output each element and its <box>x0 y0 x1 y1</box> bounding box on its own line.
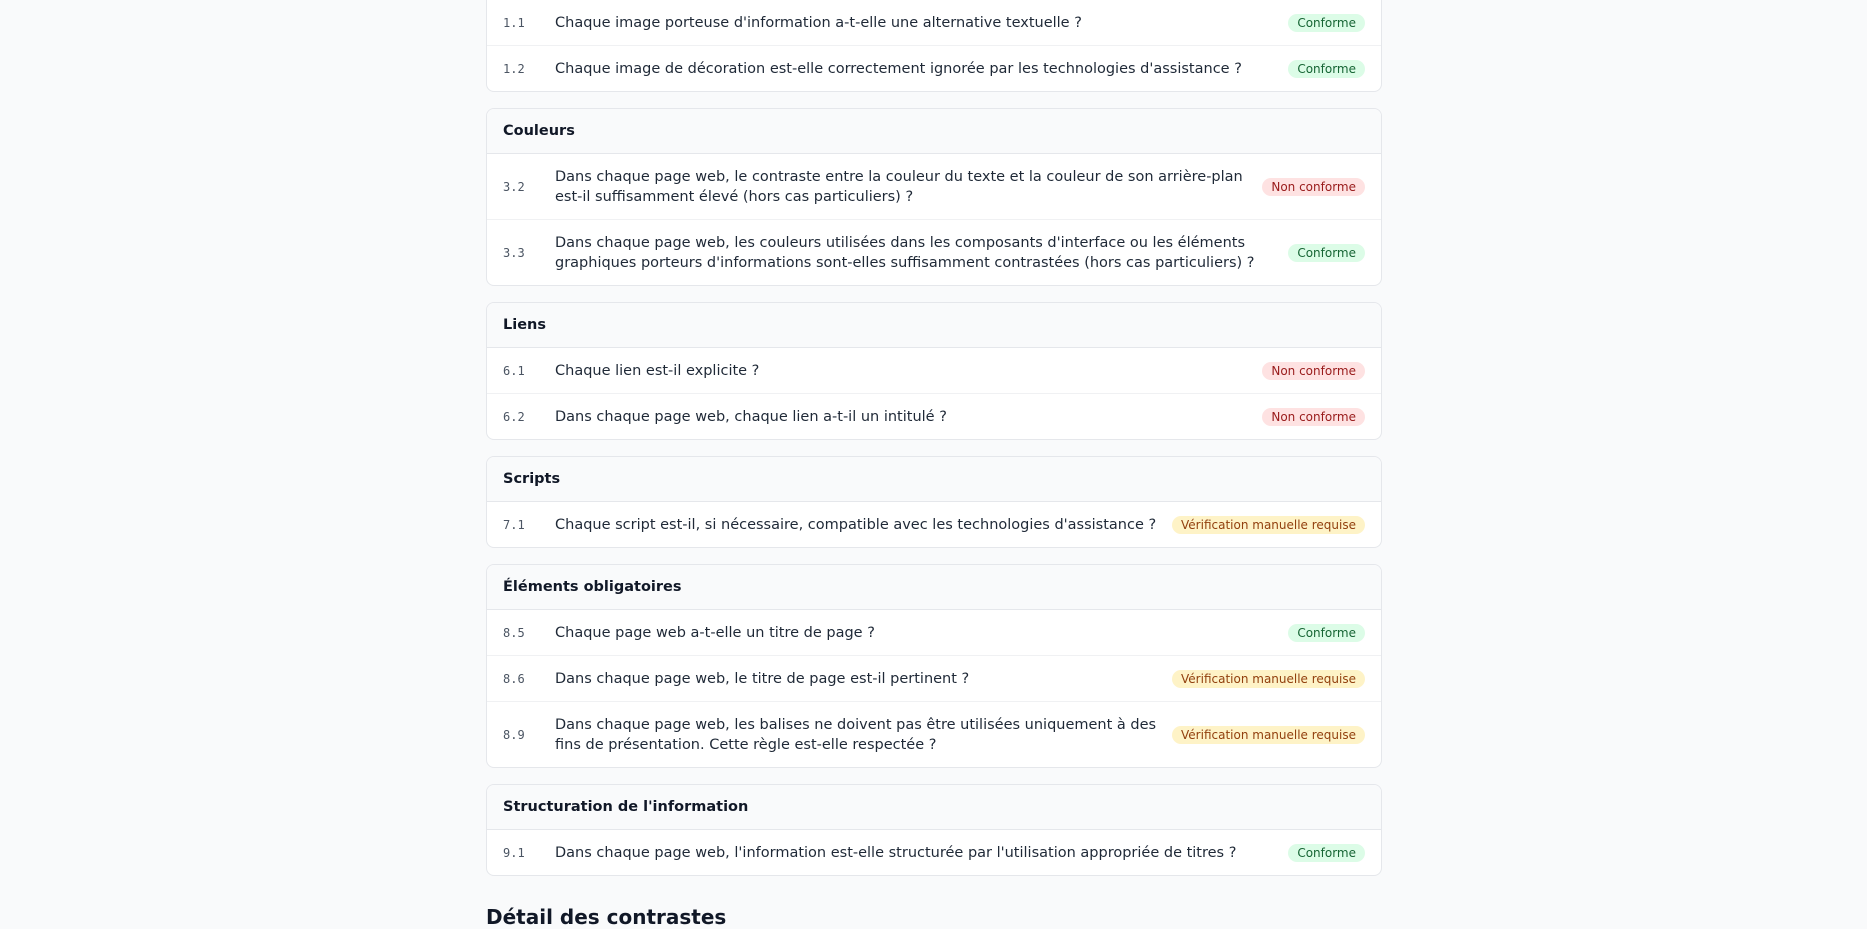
criteria-section <box>486 564 1382 768</box>
criterion-number: 7.1 <box>503 517 525 532</box>
criterion-row <box>487 348 1381 394</box>
criteria-section <box>486 108 1382 286</box>
criteria-list <box>486 0 1382 892</box>
criterion-number: 8.6 <box>503 671 525 686</box>
criterion-text: Chaque image porteuse d'information a-t-elle une alternative textuelle ? <box>555 14 1082 31</box>
criterion-number: 8.9 <box>503 727 525 742</box>
criterion-text: Dans chaque page web, l'information est-elle structurée par l'utilisation appropriée de titres ? <box>555 844 1237 861</box>
criterion-number: 3.2 <box>503 179 525 194</box>
criteria-section <box>486 302 1382 440</box>
status-badge: Conforme <box>1288 624 1365 642</box>
status-badge: Vérification manuelle requise <box>1172 670 1365 688</box>
criterion-text: Chaque script est-il, si nécessaire, compatible avec les technologies d'assistance ? <box>555 516 1157 533</box>
criterion-row <box>487 656 1381 702</box>
criterion-text: Chaque image de décoration est-elle correctement ignorée par les technologies d'assistance ? <box>555 60 1242 77</box>
criteria-section <box>486 456 1382 548</box>
contrast-details-title: Détail des contrastes <box>486 905 727 929</box>
criterion-number: 8.5 <box>503 625 525 640</box>
criterion-number: 6.1 <box>503 363 525 378</box>
criterion-row <box>487 220 1381 285</box>
criterion-text: Chaque page web a-t-elle un titre de page ? <box>555 624 875 641</box>
criterion-number: 6.2 <box>503 409 525 424</box>
section-header: Liens <box>487 303 1381 348</box>
status-badge: Conforme <box>1288 244 1365 262</box>
section-header: Couleurs <box>487 109 1381 154</box>
criterion-text: Dans chaque page web, les balises ne doivent pas être utilisées uniquement à des fins de présentation. Cette règle est-elle respectée ? <box>555 716 1157 753</box>
criterion-row <box>487 830 1381 875</box>
status-badge: Vérification manuelle requise <box>1172 726 1365 744</box>
criterion-row <box>487 394 1381 439</box>
criterion-row <box>487 702 1381 767</box>
criteria-section <box>486 0 1382 92</box>
status-badge: Vérification manuelle requise <box>1172 516 1365 534</box>
criterion-text: Dans chaque page web, les couleurs utilisées dans les composants d'interface ou les éléments graphiques porteurs d'informations sont-elles suffisamment contrastées (hors cas particuliers) ? <box>555 234 1255 271</box>
status-badge: Conforme <box>1288 14 1365 32</box>
section-header: Scripts <box>487 457 1381 502</box>
criterion-number: 9.1 <box>503 845 525 860</box>
section-header: Structuration de l'information <box>487 785 1381 830</box>
criterion-row <box>487 154 1381 220</box>
criteria-section <box>486 784 1382 876</box>
criterion-number: 1.1 <box>503 15 525 30</box>
criterion-text: Dans chaque page web, le titre de page est-il pertinent ? <box>555 670 970 687</box>
status-badge: Conforme <box>1288 60 1365 78</box>
criterion-row <box>487 502 1381 547</box>
criterion-row <box>487 0 1381 46</box>
status-badge: Non conforme <box>1262 362 1365 380</box>
criterion-text: Dans chaque page web, le contraste entre la couleur du texte et la couleur de son arrière-plan est-il suffisamment élevé (hors cas particuliers) ? <box>555 168 1243 205</box>
criterion-number: 3.3 <box>503 245 525 260</box>
criterion-row <box>487 610 1381 656</box>
section-header: Éléments obligatoires <box>487 565 1381 610</box>
status-badge: Non conforme <box>1262 408 1365 426</box>
status-badge: Conforme <box>1288 844 1365 862</box>
criterion-row <box>487 46 1381 91</box>
criterion-text: Dans chaque page web, chaque lien a-t-il un intitulé ? <box>555 408 947 425</box>
criterion-text: Chaque lien est-il explicite ? <box>555 362 760 379</box>
criterion-number: 1.2 <box>503 61 525 76</box>
status-badge: Non conforme <box>1262 178 1365 196</box>
